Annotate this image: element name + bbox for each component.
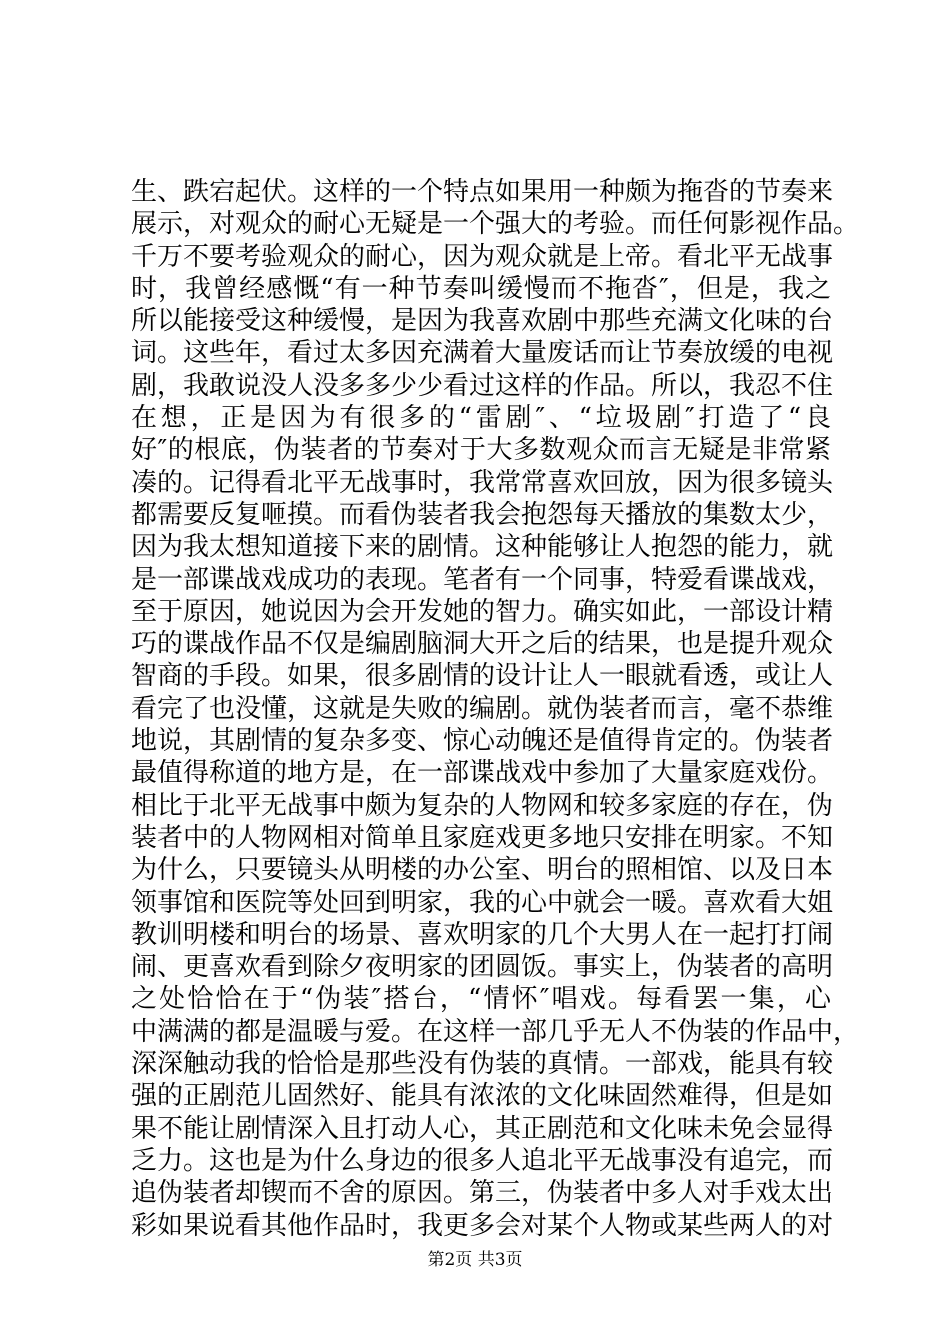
text-line: 生、跌宕起伏。这样的一个特点如果用一种颇为拖沓的节奏来 [131,177,834,207]
text-line: 追伪装者却锲而不舍的原因。第三，伪装者中多人对手戏太出 [131,1178,834,1209]
text-line: 强的正剧范儿固然好、能具有浓浓的文化味固然难得，但是如 [131,1081,834,1112]
text-line: 果不能让剧情深入且打动人心，其正剧范和文化味未免会显得 [131,1113,834,1144]
text-line: 是一部谍战戏成功的表现。笔者有一个同事，特爱看谍战戏， [131,564,834,595]
text-line: 最值得称道的地方是，在一部谍战戏中参加了大量家庭戏份。 [131,758,834,789]
text-line: 领事馆和医院等处回到明家，我的心中就会一暖。喜欢看大姐 [131,887,834,918]
text-line: 闹、更喜欢看到除夕夜明家的团圆饭。事实上，伪装者的高明 [131,952,834,983]
text-line: 相比于北平无战事中颇为复杂的人物网和较多家庭的存在，伪 [131,790,834,821]
page-footer [0,1245,950,1270]
page-number-label: 第2页 共3页 [427,1250,523,1270]
text-line: 词。这些年，看过太多因充满着大量废话而让节奏放缓的电视 [131,338,834,369]
text-line: 在想，正是因为有很多的“雷剧″、“垃圾剧″打造了“良 [131,403,831,434]
text-line: 至于原因，她说因为会开发她的智力。确实如此，一部设计精 [131,596,834,627]
text-line: 巧的谍战作品不仅是编剧脑洞大开之后的结果，也是提升观众 [131,629,834,660]
text-line: 之处恰恰在于“伪装″搭台，“情怀″唱戏。每看罢一集，心 [131,984,831,1015]
text-line: 装者中的人物网相对简单且家庭戏更多地只安排在明家。不知 [131,822,834,853]
text-line: 教训明楼和明台的场景、喜欢明家的几个大男人在一起打打闹 [131,919,834,950]
text-line: 凑的。记得看北平无战事时，我常常喜欢回放，因为很多镜头 [131,467,834,498]
text-line: 智商的手段。如果，很多剧情的设计让人一眼就看透，或让人 [131,661,834,692]
text-line: 为什么，只要镜头从明楼的办公室、明台的照相馆、以及日本 [131,855,834,886]
text-line: 乏力。这也是为什么身边的很多人追北平无战事没有追完，而 [131,1145,834,1176]
text-line: 地说，其剧情的复杂多变、惊心动魄还是值得肯定的。伪装者 [131,726,834,757]
text-line: 因为我太想知道接下来的剧情。这种能够让人抱怨的能力，就 [131,532,834,563]
text-line: 看完了也没懂，这就是失败的编剧。就伪装者而言，毫不恭维 [131,693,834,724]
body-text [131,176,860,1242]
text-line: 中满满的都是温暖与爱。在这样一部几乎无人不伪装的作品中， [131,1016,860,1047]
text-line: 千万不要考验观众的耐心，因为观众就是上帝。看北平无战事 [131,241,834,272]
text-line: 深深触动我的恰恰是那些没有伪装的真情。一部戏，能具有较 [131,1049,834,1080]
text-line: 所以能接受这种缓慢，是因为我喜欢剧中那些充满文化味的台 [131,306,834,337]
text-line: 都需要反复咂摸。而看伪装者我会抱怨每天播放的集数太少， [131,499,834,530]
text-line: 彩如果说看其他作品时，我更多会对某个人物或某些两人的对 [131,1210,834,1241]
text-line: 好″的根底，伪装者的节奏对于大多数观众而言无疑是非常紧 [131,435,831,466]
text-line: 展示，对观众的耐心无疑是一个强大的考验。而任何影视作品。 [131,209,860,240]
text-line: 时，我曾经感慨“有一种节奏叫缓慢而不拖沓″，但是，我之 [131,273,831,304]
text-line: 剧，我敢说没人没多多少少看过这样的作品。所以，我忍不住 [131,370,834,401]
